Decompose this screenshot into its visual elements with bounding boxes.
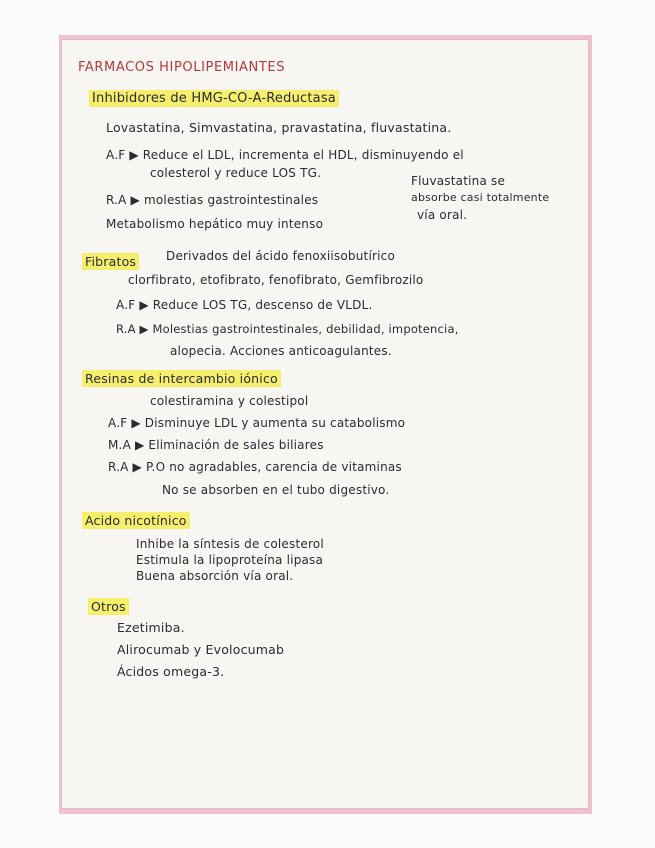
statins-action-line-2: colesterol y reduce LOS TG. xyxy=(150,166,322,180)
others-item-3: Ácidos omega-3. xyxy=(117,664,225,679)
fluvastatin-note-3: vía oral. xyxy=(417,208,468,222)
others-item-2: Alirocumab y Evolocumab xyxy=(117,642,285,657)
section-heading-statins: Inhibidores de HMG-CO-A-Reductasa xyxy=(89,90,339,107)
statins-action-line-1: A.F ▶ Reduce el LDL, incrementa el HDL, disminuyendo el xyxy=(106,148,464,162)
fibrates-drug-list: clorfibrato, etofibrato, fenofibrato, Gemfibrozilo xyxy=(128,273,424,287)
nicotinic-line-1: Inhibe la síntesis de colesterol xyxy=(136,537,324,551)
fluvastatin-note-1: Fluvastatina se xyxy=(411,174,506,188)
nicotinic-line-3: Buena absorción vía oral. xyxy=(136,569,294,583)
nicotinic-line-2: Estimula la lipoproteína lipasa xyxy=(136,553,324,567)
section-heading-resins: Resinas de intercambio iónico xyxy=(82,370,281,387)
page-title: FARMACOS HIPOLIPEMIANTES xyxy=(78,60,286,75)
resins-adverse-line-2: No se absorben en el tubo digestivo. xyxy=(162,483,390,497)
section-heading-fibrates: Fibratos xyxy=(82,253,139,270)
others-item-1: Ezetimiba. xyxy=(117,620,185,635)
resins-mechanism: M.A ▶ Eliminación de sales biliares xyxy=(108,438,324,452)
statins-metabolism: Metabolismo hepático muy intenso xyxy=(106,217,324,231)
fibrates-adverse-line-2: alopecia. Acciones anticoagulantes. xyxy=(170,344,392,358)
fibrates-action: A.F ▶ Reduce LOS TG, descenso de VLDL. xyxy=(116,298,373,312)
resins-drug-list: colestiramina y colestipol xyxy=(150,394,309,408)
statins-adverse-effects: R.A ▶ molestias gastrointestinales xyxy=(106,193,319,207)
resins-adverse-line-1: R.A ▶ P.O no agradables, carencia de vitaminas xyxy=(108,460,402,474)
statins-drug-list: Lovastatina, Simvastatina, pravastatina, fluvastatina. xyxy=(106,120,452,135)
fibrates-adverse-line-1: R.A ▶ Molestias gastrointestinales, debilidad, impotencia, xyxy=(116,322,459,336)
fibrates-derivation: Derivados del ácido fenoxiisobutírico xyxy=(166,249,395,263)
section-heading-others: Otros xyxy=(88,598,129,615)
section-heading-nicotinic-acid: Acido nicotínico xyxy=(82,512,190,529)
resins-action: A.F ▶ Disminuye LDL y aumenta su catabolismo xyxy=(108,416,406,430)
fluvastatin-note-2: absorbe casi totalmente xyxy=(411,191,550,204)
